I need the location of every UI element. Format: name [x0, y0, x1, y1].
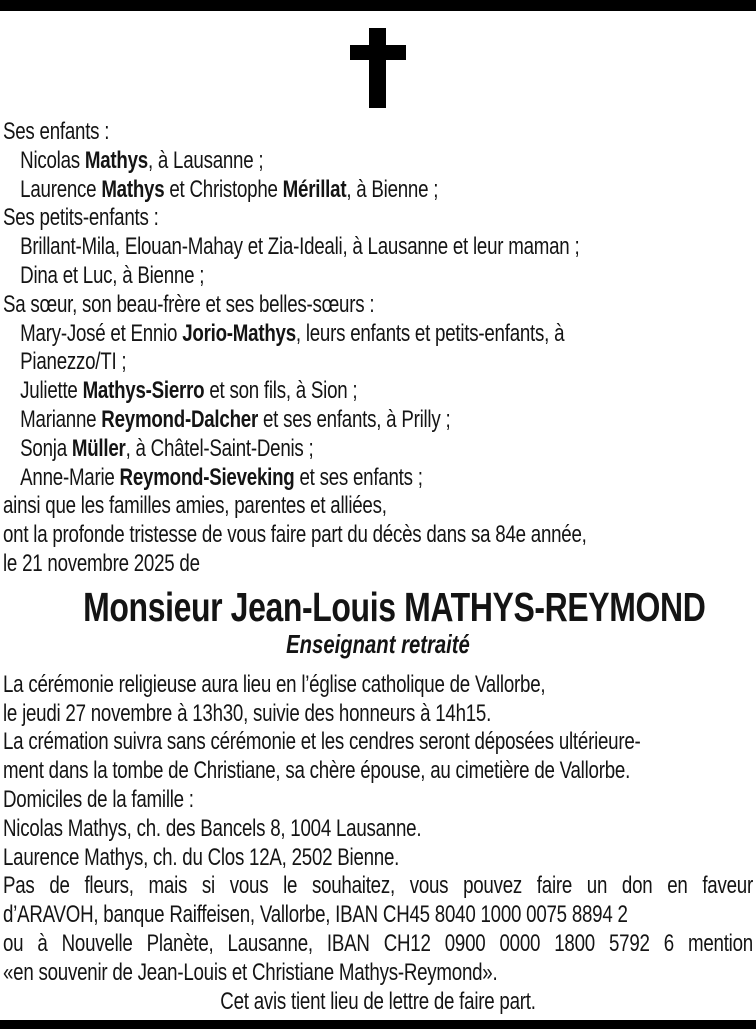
cross-horizontal-bar	[350, 45, 406, 60]
detail-line: le jeudi 27 novembre à 13h30, suivie des honneurs à 14h15.	[3, 699, 492, 727]
family-line	[3, 464, 588, 493]
family-line-text: Sa sœur, son beau-frère et ses belles-sœurs :	[3, 290, 375, 318]
detail-line: La crémation suivra sans cérémonie et les cendres seront déposées ultérieure-	[3, 728, 641, 756]
detail-line: La cérémonie religieuse aura lieu en l’église catholique de Vallorbe,	[3, 670, 546, 698]
cross-vertical-bar	[369, 28, 386, 108]
family-name-bold: Jorio-Mathys	[182, 319, 296, 347]
family-list	[0, 118, 756, 579]
family-line	[3, 204, 588, 233]
family-name-bold: Müller	[71, 434, 126, 462]
family-name-bold: Mérillat	[282, 175, 347, 203]
detail-line: «en souvenir de Jean-Louis et Christiane Mathys-Reymond».	[3, 958, 498, 986]
family-line-text: , leurs enfants et petits-enfants, à	[295, 319, 565, 347]
family-line-text: Sonja	[20, 434, 72, 462]
family-line-text: Nicolas	[20, 146, 85, 174]
family-line-text: et ses enfants ;	[294, 463, 423, 491]
family-line	[3, 348, 588, 377]
family-line-text: et ses enfants, à Prilly ;	[257, 405, 451, 433]
family-line-text: Ses petits-enfants :	[3, 204, 159, 232]
top-border-rule	[0, 0, 756, 11]
ceremony-details	[0, 671, 756, 1017]
family-line	[3, 550, 588, 579]
family-line-text: Laurence	[20, 175, 102, 203]
family-line	[3, 147, 588, 176]
family-line-text: ont la profonde tristesse de vous faire part du décès dans sa 84e année,	[3, 521, 587, 549]
family-line	[3, 406, 588, 435]
family-line-text: , à Lausanne ;	[147, 146, 264, 174]
deceased-name: Monsieur Jean-Louis MATHYS-REYMOND	[83, 583, 706, 630]
family-name-bold: Mathys-Sierro	[82, 377, 205, 405]
deceased-occupation: Enseignant retraité	[286, 628, 470, 659]
latin-cross-icon	[350, 28, 406, 108]
detail-line: Laurence Mathys, ch. du Clos 12A, 2502 Bienne.	[3, 843, 400, 871]
family-name-bold: Mathys	[101, 175, 165, 203]
family-name-bold: Reymond-Dalcher	[101, 405, 258, 433]
family-line	[3, 435, 588, 464]
family-line	[3, 377, 588, 406]
detail-line: Nicolas Mathys, ch. des Bancels 8, 1004 Lausanne.	[3, 814, 422, 842]
family-line	[3, 233, 588, 262]
family-line-text: Brillant-Mila, Elouan-Mahay et Zia-Ideali, à Lausanne et leur maman ;	[20, 233, 580, 261]
family-line	[3, 118, 588, 147]
family-line-text: Pianezzo/TI ;	[20, 348, 127, 376]
family-name-bold: Mathys	[84, 146, 148, 174]
family-line	[3, 492, 588, 521]
detail-line: Pas de fleurs, mais si vous le souhaitez, vous pouvez faire un don en faveur	[3, 872, 753, 900]
family-line-text: , à Bienne ;	[346, 175, 439, 203]
family-line-text: et Christophe	[164, 175, 283, 203]
detail-line: Cet avis tient lieu de lettre de faire part.	[220, 987, 536, 1015]
family-line-text: Mary-José et Ennio	[20, 319, 183, 347]
family-line	[3, 262, 588, 291]
family-line	[3, 320, 588, 349]
detail-line: ment dans la tombe de Christiane, sa chère épouse, au cimetière de Vallorbe.	[3, 757, 631, 785]
family-line-text: ainsi que les familles amies, parentes et alliées,	[3, 492, 387, 520]
family-line-text: le 21 novembre 2025 de	[3, 549, 200, 577]
bottom-border-rule	[0, 1020, 756, 1029]
family-line-text: , à Châtel-Saint-Denis ;	[125, 434, 314, 462]
family-line-text: Marianne	[20, 405, 102, 433]
family-line-text: Juliette	[20, 377, 83, 405]
family-name-bold: Reymond-Sieveking	[119, 463, 295, 491]
family-line-text: et son fils, à Sion ;	[204, 377, 358, 405]
family-line	[3, 291, 588, 320]
family-line	[3, 176, 588, 205]
family-line-text: Anne-Marie	[20, 463, 120, 491]
detail-line: Domiciles de la famille :	[3, 785, 194, 813]
family-line-text: Dina et Luc, à Bienne ;	[20, 261, 205, 289]
family-line-text: Ses enfants :	[3, 118, 110, 145]
detail-line: d’ARAVOH, banque Raiffeisen, Vallorbe, IBAN CH45 8040 1000 0075 8894 2	[3, 901, 628, 929]
detail-line: ou à Nouvelle Planète, Lausanne, IBAN CH12 0900 0000 1800 5792 6 mention	[3, 929, 753, 957]
family-line	[3, 521, 588, 550]
